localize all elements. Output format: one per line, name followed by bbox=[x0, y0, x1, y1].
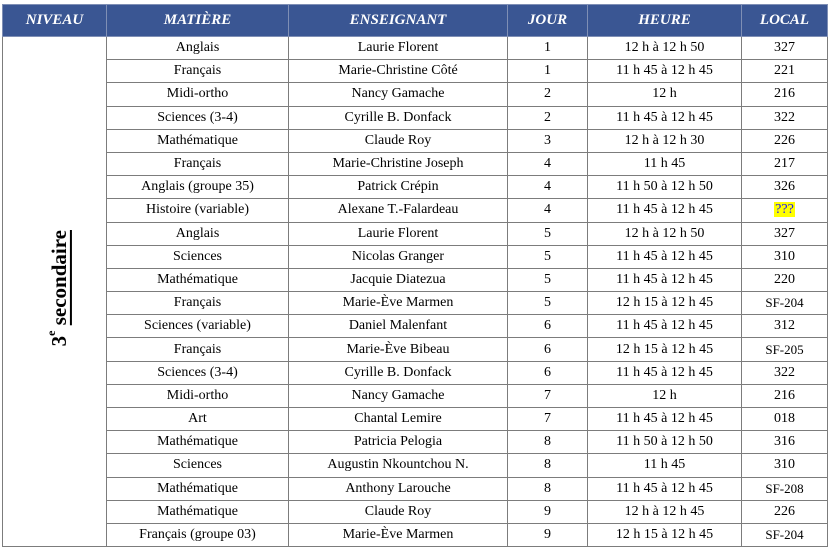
cell-matiere: Midi-ortho bbox=[107, 384, 289, 407]
level-cell bbox=[3, 37, 107, 547]
table-row bbox=[3, 408, 828, 431]
cell-enseignant: Alexane T.-Falardeau bbox=[289, 199, 508, 222]
cell-heure: 11 h 50 à 12 h 50 bbox=[588, 431, 742, 454]
cell-local: 226 bbox=[742, 500, 828, 523]
cell-enseignant: Nancy Gamache bbox=[289, 384, 508, 407]
table-row bbox=[3, 106, 828, 129]
cell-matiere: Français bbox=[107, 152, 289, 175]
cell-matiere: Mathématique bbox=[107, 500, 289, 523]
table-row bbox=[3, 431, 828, 454]
cell-jour: 6 bbox=[508, 315, 588, 338]
cell-jour: 8 bbox=[508, 431, 588, 454]
cell-local: 216 bbox=[742, 83, 828, 106]
cell-enseignant: Anthony Larouche bbox=[289, 477, 508, 500]
cell-jour: 9 bbox=[508, 500, 588, 523]
cell-matiere: Mathématique bbox=[107, 129, 289, 152]
cell-enseignant: Augustin Nkountchou N. bbox=[289, 454, 508, 477]
cell-enseignant: Cyrille B. Donfack bbox=[289, 106, 508, 129]
level-ordinal: 3e bbox=[43, 330, 71, 347]
cell-matiere: Mathématique bbox=[107, 268, 289, 291]
cell-matiere: Sciences bbox=[107, 454, 289, 477]
table-row bbox=[3, 268, 828, 291]
cell-matiere: Histoire (variable) bbox=[107, 199, 289, 222]
highlighted-local: ??? bbox=[775, 202, 794, 218]
cell-local: SF-204 bbox=[742, 292, 828, 315]
cell-heure: 12 h 15 à 12 h 45 bbox=[588, 292, 742, 315]
cell-enseignant: Marie-Ève Marmen bbox=[289, 523, 508, 546]
cell-matiere: Anglais bbox=[107, 222, 289, 245]
cell-local: 312 bbox=[742, 315, 828, 338]
table-row bbox=[3, 454, 828, 477]
cell-heure: 12 h bbox=[588, 384, 742, 407]
cell-local: 018 bbox=[742, 408, 828, 431]
cell-jour: 4 bbox=[508, 152, 588, 175]
cell-enseignant: Daniel Malenfant bbox=[289, 315, 508, 338]
cell-matiere: Français bbox=[107, 338, 289, 361]
cell-local: 322 bbox=[742, 361, 828, 384]
cell-heure: 12 h 15 à 12 h 45 bbox=[588, 338, 742, 361]
cell-local: 220 bbox=[742, 268, 828, 291]
cell-local: 216 bbox=[742, 384, 828, 407]
cell-enseignant: Marie-Ève Bibeau bbox=[289, 338, 508, 361]
cell-enseignant: Marie-Christine Côté bbox=[289, 60, 508, 83]
cell-jour: 3 bbox=[508, 129, 588, 152]
table-row bbox=[3, 176, 828, 199]
cell-jour: 6 bbox=[508, 361, 588, 384]
table-row bbox=[3, 199, 828, 222]
cell-matiere: Sciences (3-4) bbox=[107, 106, 289, 129]
cell-heure: 11 h 45 à 12 h 45 bbox=[588, 245, 742, 268]
cell-heure: 11 h 50 à 12 h 50 bbox=[588, 176, 742, 199]
header-jour: JOUR bbox=[508, 5, 588, 37]
cell-heure: 12 h à 12 h 50 bbox=[588, 37, 742, 60]
cell-local: 322 bbox=[742, 106, 828, 129]
cell-matiere: Français bbox=[107, 292, 289, 315]
table-row bbox=[3, 60, 828, 83]
cell-jour: 5 bbox=[508, 268, 588, 291]
cell-local: 221 bbox=[742, 60, 828, 83]
header-niveau: NIVEAU bbox=[3, 5, 107, 37]
cell-enseignant: Patrick Crépin bbox=[289, 176, 508, 199]
cell-matiere: Midi-ortho bbox=[107, 83, 289, 106]
cell-enseignant: Marie-Ève Marmen bbox=[289, 292, 508, 315]
cell-local: 226 bbox=[742, 129, 828, 152]
cell-jour: 7 bbox=[508, 408, 588, 431]
cell-enseignant: Claude Roy bbox=[289, 500, 508, 523]
cell-enseignant: Nancy Gamache bbox=[289, 83, 508, 106]
cell-enseignant: Laurie Florent bbox=[289, 222, 508, 245]
cell-heure: 11 h 45 à 12 h 45 bbox=[588, 408, 742, 431]
cell-heure: 12 h à 12 h 30 bbox=[588, 129, 742, 152]
table-row bbox=[3, 523, 828, 546]
cell-jour: 1 bbox=[508, 37, 588, 60]
cell-matiere: Art bbox=[107, 408, 289, 431]
table-row bbox=[3, 245, 828, 268]
cell-matiere: Français (groupe 03) bbox=[107, 523, 289, 546]
cell-heure: 11 h 45 à 12 h 45 bbox=[588, 315, 742, 338]
level-label bbox=[39, 230, 71, 346]
cell-heure: 11 h 45 à 12 h 45 bbox=[588, 199, 742, 222]
cell-heure: 11 h 45 à 12 h 45 bbox=[588, 60, 742, 83]
schedule-table bbox=[2, 4, 828, 547]
cell-local: 310 bbox=[742, 454, 828, 477]
cell-heure: 11 h 45 à 12 h 45 bbox=[588, 477, 742, 500]
cell-enseignant: Marie-Christine Joseph bbox=[289, 152, 508, 175]
cell-enseignant: Claude Roy bbox=[289, 129, 508, 152]
table-row bbox=[3, 384, 828, 407]
cell-matiere: Sciences (3-4) bbox=[107, 361, 289, 384]
table-row bbox=[3, 315, 828, 338]
header-row bbox=[3, 5, 828, 37]
table-row bbox=[3, 338, 828, 361]
cell-matiere: Sciences bbox=[107, 245, 289, 268]
table-row bbox=[3, 292, 828, 315]
cell-enseignant: Laurie Florent bbox=[289, 37, 508, 60]
cell-enseignant: Chantal Lemire bbox=[289, 408, 508, 431]
cell-jour: 4 bbox=[508, 199, 588, 222]
cell-enseignant: Nicolas Granger bbox=[289, 245, 508, 268]
table-row bbox=[3, 477, 828, 500]
cell-jour: 5 bbox=[508, 222, 588, 245]
cell-matiere: Mathématique bbox=[107, 431, 289, 454]
cell-matiere: Sciences (variable) bbox=[107, 315, 289, 338]
cell-jour: 8 bbox=[508, 477, 588, 500]
cell-jour: 8 bbox=[508, 454, 588, 477]
cell-jour: 9 bbox=[508, 523, 588, 546]
table-row bbox=[3, 152, 828, 175]
cell-local: 310 bbox=[742, 245, 828, 268]
cell-local: SF-205 bbox=[742, 338, 828, 361]
header-matiere: MATIÈRE bbox=[107, 5, 289, 37]
table-row bbox=[3, 129, 828, 152]
header-local: LOCAL bbox=[742, 5, 828, 37]
table-row bbox=[3, 361, 828, 384]
cell-local: 327 bbox=[742, 37, 828, 60]
cell-heure: 11 h 45 à 12 h 45 bbox=[588, 361, 742, 384]
cell-jour: 7 bbox=[508, 384, 588, 407]
cell-matiere: Français bbox=[107, 60, 289, 83]
cell-jour: 5 bbox=[508, 292, 588, 315]
cell-local: SF-208 bbox=[742, 477, 828, 500]
cell-jour: 1 bbox=[508, 60, 588, 83]
cell-matiere: Anglais bbox=[107, 37, 289, 60]
cell-matiere: Anglais (groupe 35) bbox=[107, 176, 289, 199]
cell-heure: 12 h à 12 h 50 bbox=[588, 222, 742, 245]
cell-local: 326 bbox=[742, 176, 828, 199]
cell-jour: 6 bbox=[508, 338, 588, 361]
table-row bbox=[3, 37, 828, 60]
table-row bbox=[3, 500, 828, 523]
cell-jour: 4 bbox=[508, 176, 588, 199]
cell-local: SF-204 bbox=[742, 523, 828, 546]
cell-heure: 11 h 45 à 12 h 45 bbox=[588, 268, 742, 291]
cell-heure: 12 h 15 à 12 h 45 bbox=[588, 523, 742, 546]
cell-local: 327 bbox=[742, 222, 828, 245]
schedule-body bbox=[3, 37, 828, 547]
cell-jour: 2 bbox=[508, 106, 588, 129]
cell-heure: 11 h 45 à 12 h 45 bbox=[588, 106, 742, 129]
cell-enseignant: Patricia Pelogia bbox=[289, 431, 508, 454]
table-row bbox=[3, 83, 828, 106]
header-enseignant: ENSEIGNANT bbox=[289, 5, 508, 37]
cell-matiere: Mathématique bbox=[107, 477, 289, 500]
cell-heure: 12 h bbox=[588, 83, 742, 106]
cell-local bbox=[742, 199, 828, 222]
cell-heure: 11 h 45 bbox=[588, 152, 742, 175]
cell-local: 217 bbox=[742, 152, 828, 175]
cell-local: 316 bbox=[742, 431, 828, 454]
cell-heure: 12 h à 12 h 45 bbox=[588, 500, 742, 523]
cell-jour: 5 bbox=[508, 245, 588, 268]
cell-heure: 11 h 45 bbox=[588, 454, 742, 477]
table-row bbox=[3, 222, 828, 245]
cell-jour: 2 bbox=[508, 83, 588, 106]
cell-enseignant: Jacquie Diatezua bbox=[289, 268, 508, 291]
cell-enseignant: Cyrille B. Donfack bbox=[289, 361, 508, 384]
level-name: secondaire bbox=[46, 229, 71, 326]
header-heure: HEURE bbox=[588, 5, 742, 37]
